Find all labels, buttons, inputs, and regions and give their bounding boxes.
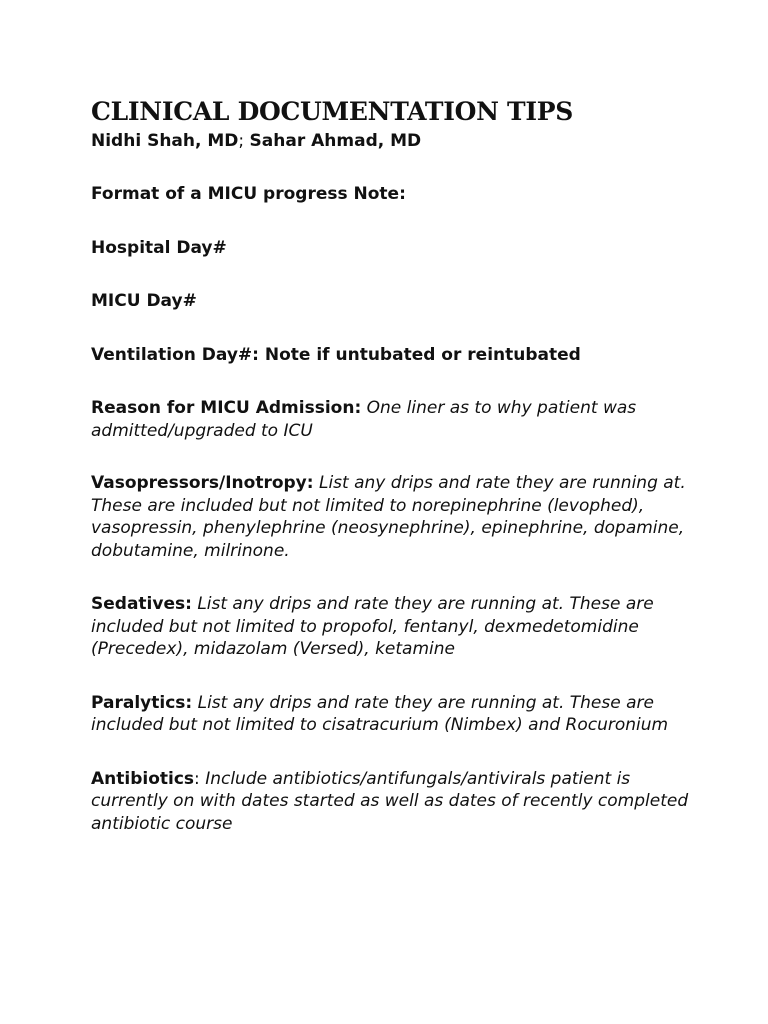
antibiotics-paragraph: [91, 768, 691, 836]
sedatives-paragraph: [91, 593, 691, 661]
reason-paragraph: [91, 397, 691, 442]
vasopressors-text: List any drips and rate they are running at. These are included but not limited to norepinephrine (levophed), vasopressin, phenylephrine (neosynephrine), epinephrine, dopamine, dobutamine, milrinone.: [91, 473, 686, 561]
author-2: Sahar Ahmad, MD: [249, 131, 422, 151]
sedatives-label: Sedatives:: [91, 594, 192, 614]
format-heading: Format of a MICU progress Note:: [91, 184, 406, 204]
sedatives-text: List any drips and rate they are running at. These are included but not limited to propofol, fentanyl, dexmedetomidine (Precedex), midazolam (Versed), ketamine: [91, 594, 654, 659]
antibiotics-text: Include antibiotics/antifungals/antivirals patient is currently on with dates started as well as dates of recently completed antibiotic course: [91, 768, 689, 834]
reason-label: Reason for MICU Admission:: [91, 398, 362, 418]
antibiotics-colon: :: [194, 768, 200, 789]
author-separator: ;: [238, 131, 245, 151]
document-title: CLINICAL DOCUMENTATION TIPS: [91, 97, 573, 126]
hospital-day-heading: Hospital Day#: [91, 237, 227, 258]
paralytics-label: Paralytics:: [91, 692, 193, 713]
paralytics-paragraph: [91, 692, 691, 737]
vasopressors-label: Vasopressors/Inotropy:: [91, 473, 314, 493]
author-line: [91, 129, 691, 153]
reason-text: One liner as to why patient was admitted/upgraded to ICU: [91, 398, 637, 441]
paralytics-text: List any drips and rate they are running at. These are included but not limited to cisatracurium (Nimbex) and Rocuronium: [91, 692, 669, 735]
author-1: Nidhi Shah, MD: [91, 131, 239, 151]
antibiotics-label: Antibiotics: [91, 768, 195, 789]
ventilation-day-heading: Ventilation Day#: Note if untubated or reintubated: [91, 344, 581, 365]
micu-day-heading: MICU Day#: [91, 291, 197, 311]
document-page: [91, 95, 691, 835]
vasopressors-paragraph: [91, 472, 691, 562]
